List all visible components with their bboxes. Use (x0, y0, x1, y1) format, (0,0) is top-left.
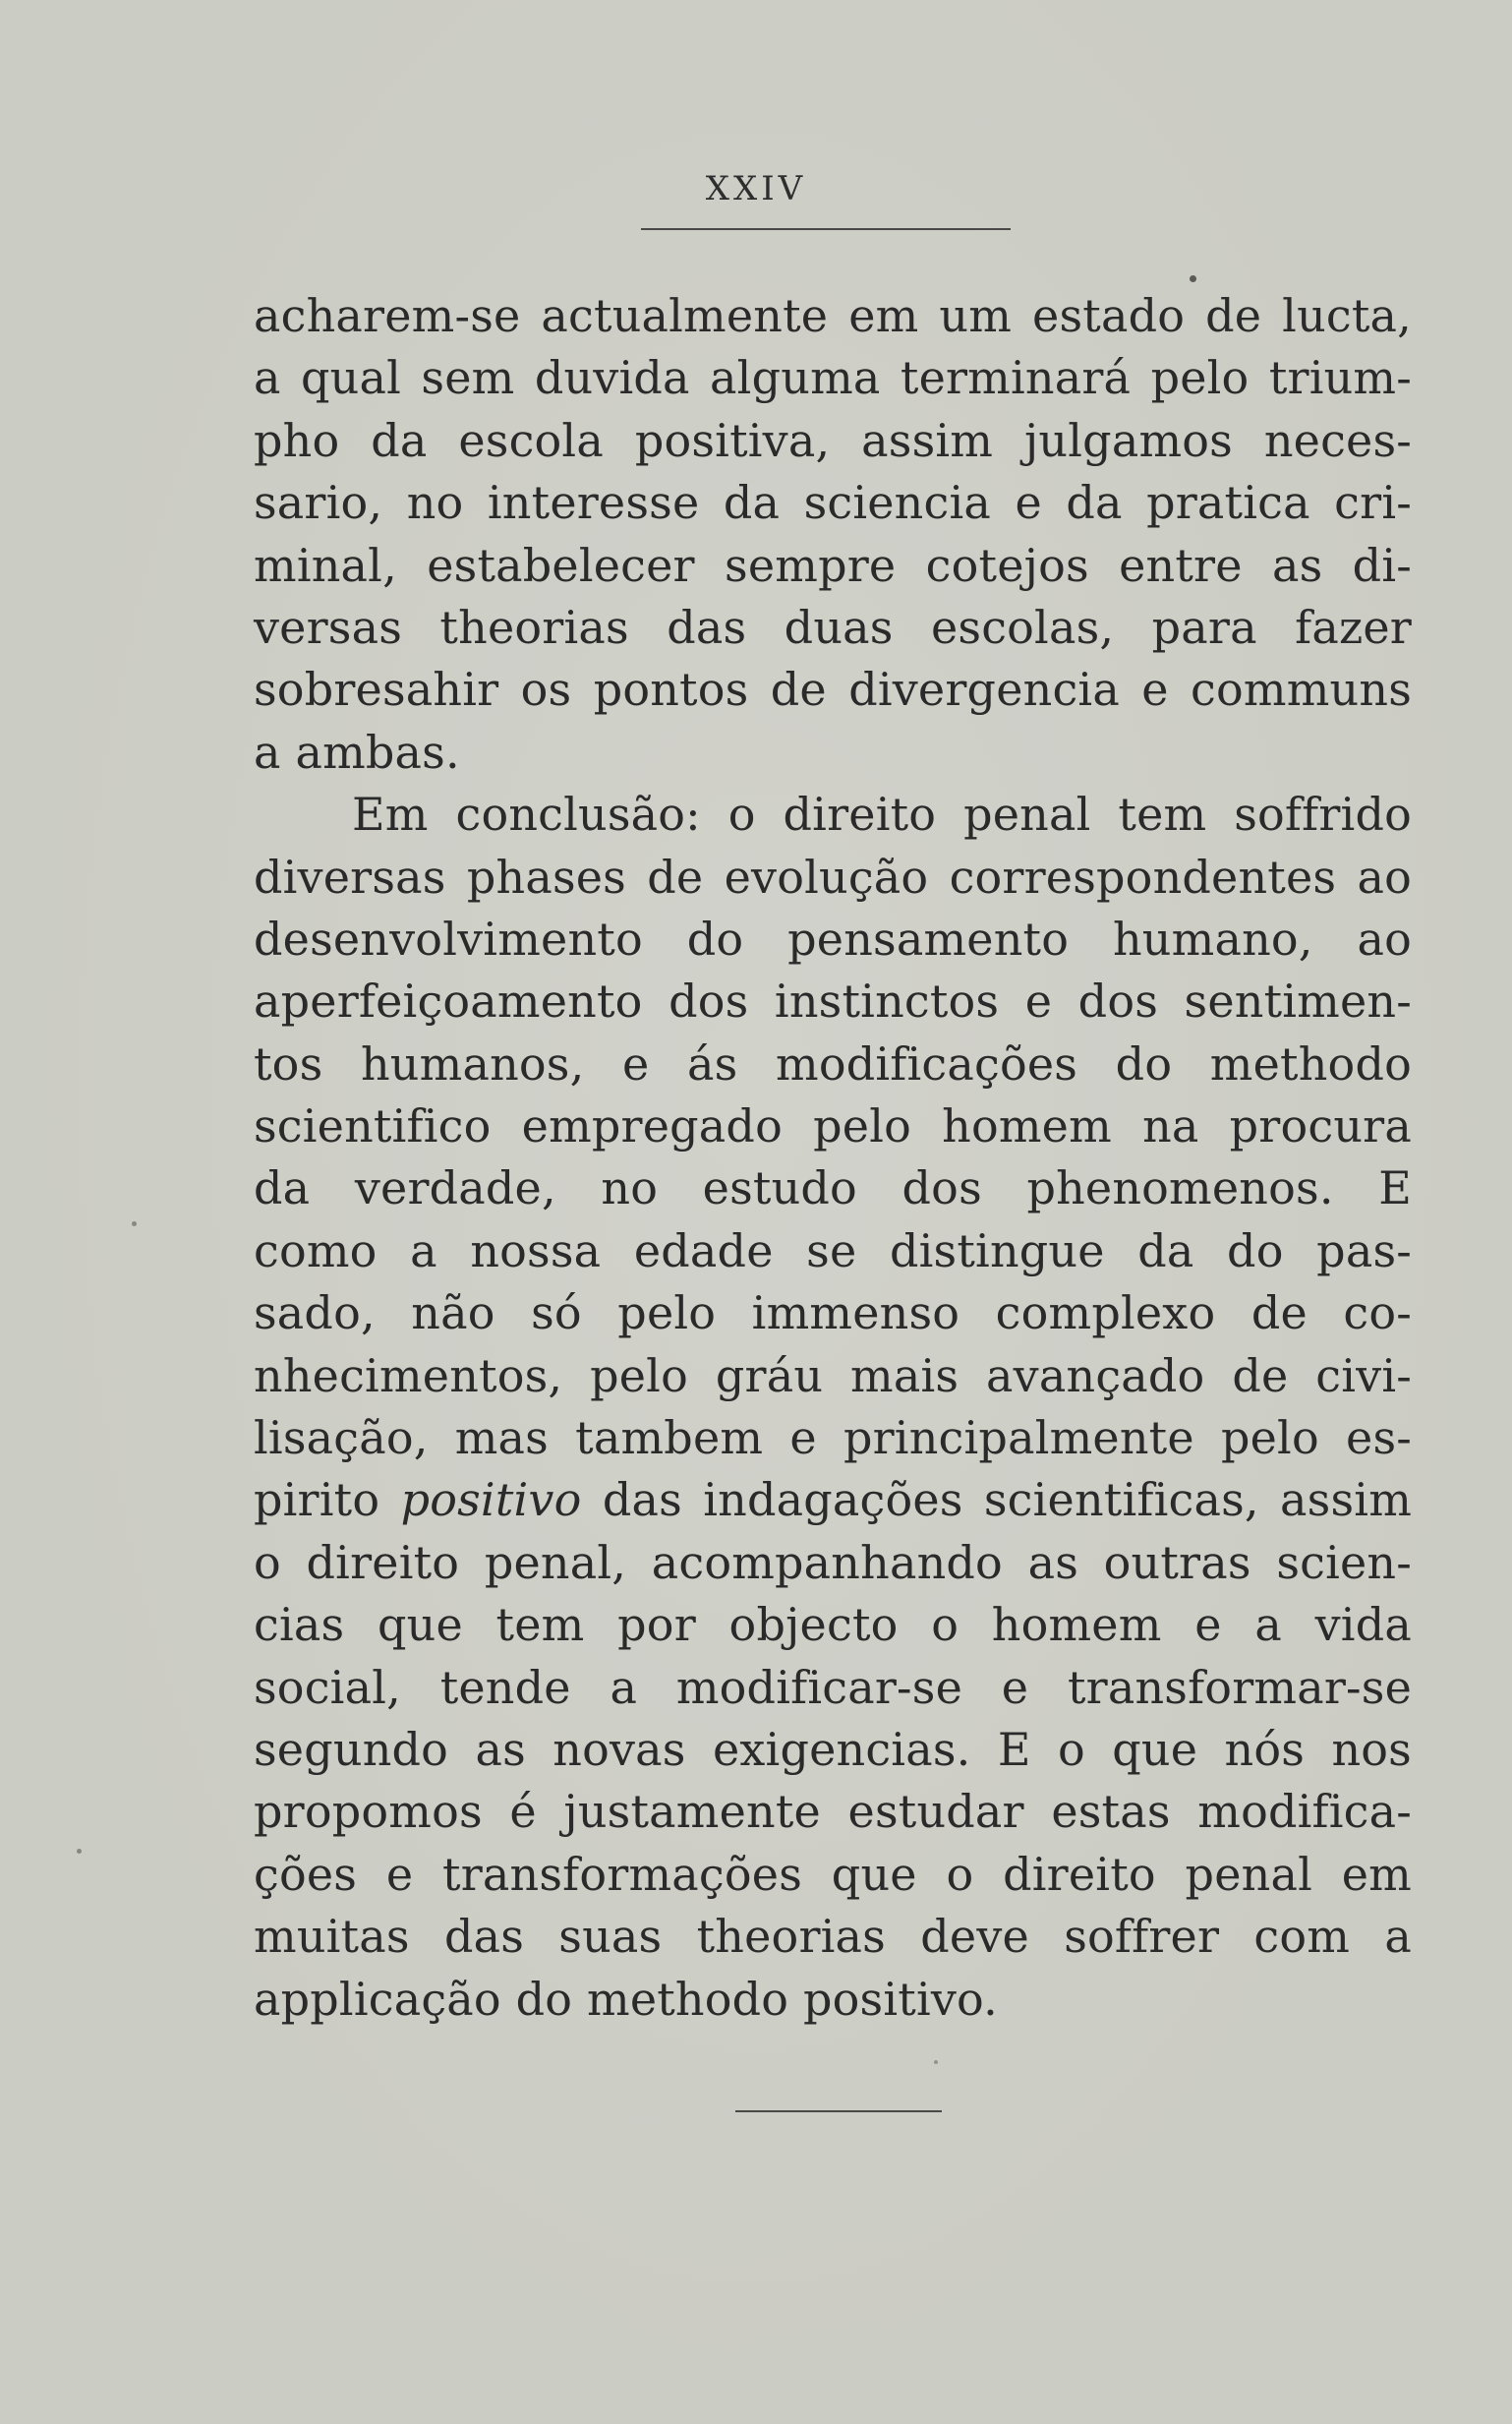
text-line: o direito penal, acompanhando as outras scien- (254, 1535, 1412, 1589)
text-line: ções e transformações que o direito penal em (254, 1847, 1412, 1901)
text-line: diversas phases de evolução correspondentes ao (254, 850, 1412, 904)
ink-speck (77, 1849, 82, 1854)
text-line: social, tende a modificar-se e transformar-se (254, 1660, 1412, 1714)
text-line: a ambas. (254, 725, 460, 779)
text-line: versas theorias das duas escolas, para fazer (254, 600, 1412, 654)
text-segment: das indagações scientificas, assim (602, 1473, 1413, 1527)
ink-speck (934, 2060, 938, 2064)
body-text (254, 285, 1412, 2031)
text-line: lisação, mas tambem e principalmente pelo es- (254, 1411, 1412, 1465)
text-segment: pirito (254, 1473, 380, 1527)
text-line: nhecimentos, pelo gráu mais avançado de civi- (254, 1348, 1412, 1402)
text-line: muitas das suas theorias deve soffrer com a (254, 1910, 1412, 1964)
emphasized-word: positivo (400, 1473, 582, 1527)
paragraph-2 (254, 784, 1412, 2031)
header-rule (641, 228, 1011, 230)
text-line: como a nossa edade se distingue da do pas- (254, 1223, 1412, 1277)
text-line: applicação do methodo positivo. (254, 1972, 998, 2026)
text-line: da verdade, no estudo dos phenomenos. E (254, 1161, 1412, 1215)
text-line: cias que tem por objecto o homem e a vida (254, 1598, 1412, 1652)
text-line: pho da escola positiva, assim julgamos neces- (254, 413, 1412, 467)
text-line: aperfeiçoamento dos instinctos e dos sentimen- (254, 975, 1412, 1029)
footer-rule (735, 2110, 942, 2112)
text-line: sario, no interesse da sciencia e da pratica cri- (254, 476, 1412, 530)
text-line: sobresahir os pontos de divergencia e communs (254, 663, 1412, 717)
text-line: tos humanos, e ás modificações do methodo (254, 1036, 1412, 1091)
text-line: sado, não só pelo immenso complexo de co- (254, 1286, 1412, 1340)
text-line: scientifico empregado pelo homem na procura (254, 1099, 1412, 1153)
text-line: desenvolvimento do pensamento humano, ao (254, 912, 1412, 966)
ink-speck (1190, 275, 1196, 282)
page-number-header: XXIV (705, 169, 807, 208)
text-line: minal, estabelecer sempre cotejos entre as di- (254, 538, 1412, 592)
text-line: a qual sem duvida alguma terminará pelo trium- (254, 351, 1412, 405)
paragraph-1 (254, 285, 1412, 784)
text-line: segundo as novas exigencias. E o que nós nos (254, 1722, 1412, 1776)
text-line: acharem-se actualmente em um estado de lucta, (254, 289, 1412, 342)
text-line-with-emphasis (254, 1469, 1412, 1531)
text-line: propomos é justamente estudar estas modifica- (254, 1785, 1412, 1839)
text-line: Em conclusão: o direito penal tem soffrido (352, 788, 1412, 842)
ink-speck (132, 1221, 137, 1226)
